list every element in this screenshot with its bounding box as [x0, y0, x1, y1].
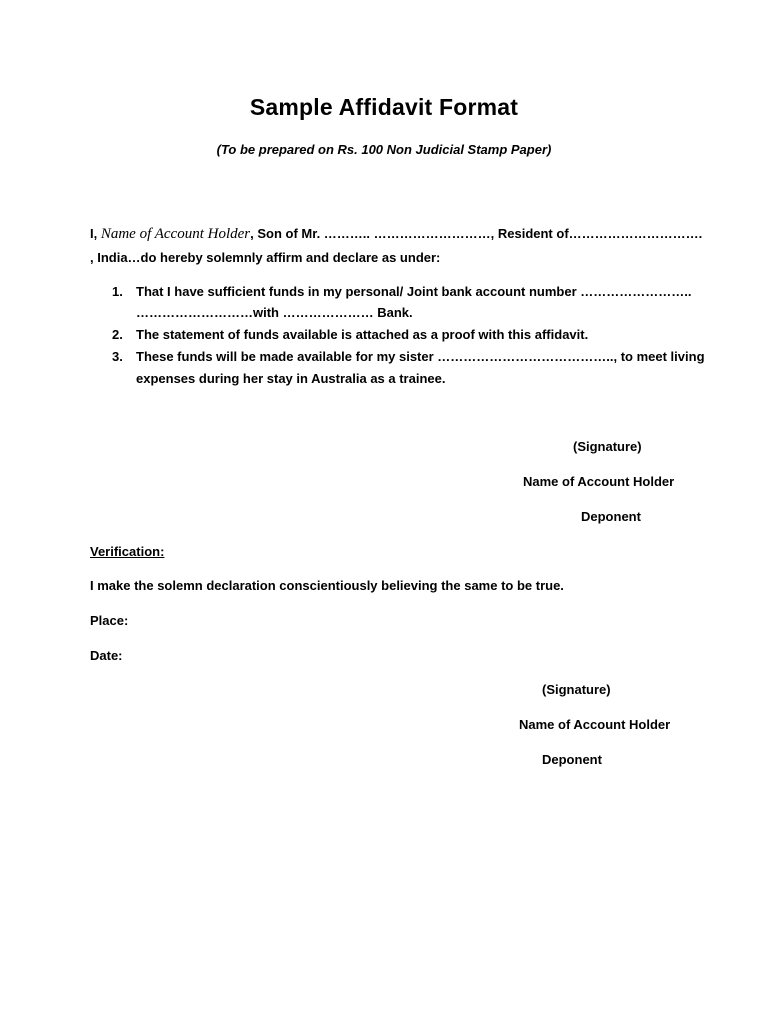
signature-2-label: (Signature) — [542, 682, 611, 697]
list-item-2-line-1: The statement of funds available is attached as a proof with this affidavit. — [136, 327, 589, 342]
signature-1-name: Name of Account Holder — [523, 474, 675, 489]
place-label: Place: — [90, 613, 129, 628]
date-label: Date: — [90, 648, 123, 663]
list-item-1-line-2: ………………………with ………………… Bank. — [136, 305, 413, 320]
verification-heading: Verification: — [90, 544, 165, 559]
signature-1-role: Deponent — [581, 509, 641, 524]
list-item-1-number: 1. — [112, 284, 123, 299]
list-item-3-number: 3. — [112, 349, 123, 364]
intro-line-2: , India…do hereby solemnly affirm and declare as under: — [90, 250, 441, 265]
signature-1-label: (Signature) — [573, 439, 642, 454]
signature-2-role: Deponent — [542, 752, 602, 767]
list-item-3-line-2: expenses during her stay in Australia as a trainee. — [136, 371, 446, 386]
intro-line-1 — [90, 226, 702, 243]
list-item-1-line-1: That I have sufficient funds in my personal/ Joint bank account number …………………….. — [136, 284, 692, 299]
intro-line-1-rest: , Son of Mr. ……….. ………………………, Resident of…………………………. — [250, 226, 703, 241]
verification-statement: I make the solemn declaration conscientiously believing the same to be true. — [90, 578, 564, 593]
list-item-3-line-1: These funds will be made available for my sister ………………………………….., to meet living — [136, 349, 705, 364]
signature-2-name: Name of Account Holder — [519, 717, 671, 732]
document-title: Sample Affidavit Format — [249, 94, 519, 120]
account-holder-name-placeholder: Name of Account Holder — [100, 226, 251, 242]
list-item-2-number: 2. — [112, 327, 123, 342]
intro-prefix: I, — [90, 226, 101, 241]
document-subtitle: (To be prepared on Rs. 100 Non Judicial Stamp Paper) — [216, 142, 552, 157]
